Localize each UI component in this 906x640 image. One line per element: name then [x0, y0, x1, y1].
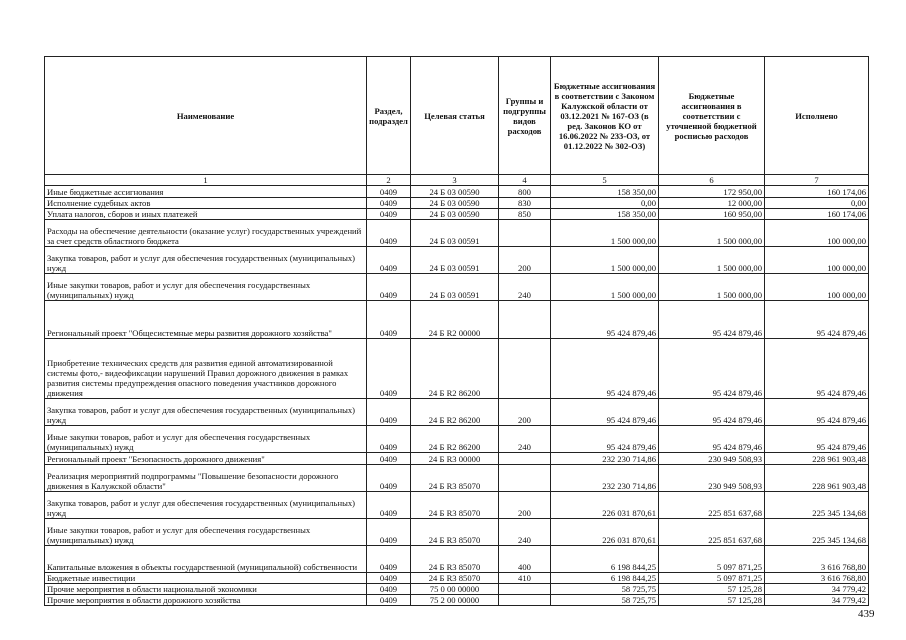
cell-section: 0409 [367, 465, 411, 492]
budget-table [44, 56, 869, 606]
cell-executed: 228 961 903,48 [765, 465, 869, 492]
cell-name: Бюджетные инвестиции [45, 573, 367, 584]
header-groups: Группы и подгруппы видов расходов [499, 57, 551, 175]
cell-section: 0409 [367, 399, 411, 426]
cell-executed: 228 961 903,48 [765, 453, 869, 465]
table-row [45, 426, 869, 453]
table-row [45, 209, 869, 220]
column-number: 4 [499, 175, 551, 186]
cell-target: 24 Б 03 00590 [411, 209, 499, 220]
cell-executed: 3 616 768,80 [765, 546, 869, 573]
table-row [45, 492, 869, 519]
cell-target: 24 Б 03 00591 [411, 274, 499, 301]
cell-target: 24 Б 03 00590 [411, 198, 499, 209]
cell-executed: 95 424 879,46 [765, 426, 869, 453]
cell-law: 0,00 [551, 198, 659, 209]
cell-group [499, 595, 551, 606]
cell-group [499, 465, 551, 492]
cell-group: 200 [499, 247, 551, 274]
cell-section: 0409 [367, 573, 411, 584]
cell-group [499, 339, 551, 399]
table-row [45, 399, 869, 426]
table-row [45, 453, 869, 465]
column-number: 7 [765, 175, 869, 186]
cell-section: 0409 [367, 301, 411, 339]
cell-section: 0409 [367, 453, 411, 465]
cell-law: 6 198 844,25 [551, 573, 659, 584]
cell-section: 0409 [367, 546, 411, 573]
cell-refined: 1 500 000,00 [659, 247, 765, 274]
cell-law: 232 230 714,86 [551, 465, 659, 492]
header-target: Целевая статья [411, 57, 499, 175]
cell-name: Региональный проект "Безопасность дорожного движения" [45, 453, 367, 465]
cell-target: 24 Б R3 85070 [411, 573, 499, 584]
cell-refined: 225 851 637,68 [659, 492, 765, 519]
table-row [45, 301, 869, 339]
cell-executed: 225 345 134,68 [765, 519, 869, 546]
header-refined: Бюджетные ассигнования в соответствии с уточненной бюджетной росписью расходов [659, 57, 765, 175]
cell-refined: 230 949 508,93 [659, 465, 765, 492]
cell-target: 24 Б R2 86200 [411, 339, 499, 399]
cell-name: Исполнение судебных актов [45, 198, 367, 209]
cell-executed: 0,00 [765, 198, 869, 209]
cell-name: Иные закупки товаров, работ и услуг для обеспечения государственных (муниципальных) нужд [45, 519, 367, 546]
cell-executed: 160 174,06 [765, 186, 869, 198]
cell-group: 850 [499, 209, 551, 220]
cell-target: 24 Б R3 85070 [411, 465, 499, 492]
cell-name: Иные закупки товаров, работ и услуг для обеспечения государственных (муниципальных) нужд [45, 426, 367, 453]
column-number: 5 [551, 175, 659, 186]
page-number: 439 [858, 608, 875, 620]
cell-section: 0409 [367, 247, 411, 274]
cell-group: 400 [499, 546, 551, 573]
cell-section: 0409 [367, 492, 411, 519]
cell-executed: 3 616 768,80 [765, 573, 869, 584]
column-number-row [45, 175, 869, 186]
cell-refined: 160 950,00 [659, 209, 765, 220]
cell-refined: 225 851 637,68 [659, 519, 765, 546]
cell-executed: 160 174,06 [765, 209, 869, 220]
cell-group: 240 [499, 274, 551, 301]
cell-group [499, 453, 551, 465]
cell-law: 58 725,75 [551, 595, 659, 606]
cell-target: 24 Б 03 00591 [411, 247, 499, 274]
cell-target: 75 2 00 00000 [411, 595, 499, 606]
cell-group: 240 [499, 426, 551, 453]
cell-law: 232 230 714,86 [551, 453, 659, 465]
cell-law: 1 500 000,00 [551, 220, 659, 247]
cell-name: Капитальные вложения в объекты государственной (муниципальной) собственности [45, 546, 367, 573]
cell-section: 0409 [367, 595, 411, 606]
cell-group: 200 [499, 492, 551, 519]
column-number: 1 [45, 175, 367, 186]
cell-section: 0409 [367, 426, 411, 453]
cell-target: 75 0 00 00000 [411, 584, 499, 595]
cell-refined: 1 500 000,00 [659, 274, 765, 301]
cell-executed: 95 424 879,46 [765, 339, 869, 399]
table-row [45, 546, 869, 573]
cell-target: 24 Б R2 86200 [411, 399, 499, 426]
cell-law: 1 500 000,00 [551, 247, 659, 274]
cell-law: 95 424 879,46 [551, 426, 659, 453]
cell-refined: 57 125,28 [659, 584, 765, 595]
table-row [45, 220, 869, 247]
cell-target: 24 Б R2 00000 [411, 301, 499, 339]
cell-refined: 95 424 879,46 [659, 301, 765, 339]
cell-section: 0409 [367, 339, 411, 399]
cell-law: 226 031 870,61 [551, 492, 659, 519]
cell-name: Иные бюджетные ассигнования [45, 186, 367, 198]
cell-law: 58 725,75 [551, 584, 659, 595]
cell-law: 6 198 844,25 [551, 546, 659, 573]
cell-target: 24 Б 03 00591 [411, 220, 499, 247]
table-row [45, 247, 869, 274]
cell-law: 95 424 879,46 [551, 339, 659, 399]
cell-section: 0409 [367, 209, 411, 220]
cell-section: 0409 [367, 519, 411, 546]
cell-executed: 100 000,00 [765, 274, 869, 301]
cell-executed: 34 779,42 [765, 584, 869, 595]
cell-executed: 100 000,00 [765, 220, 869, 247]
cell-law: 95 424 879,46 [551, 399, 659, 426]
cell-section: 0409 [367, 186, 411, 198]
cell-executed: 34 779,42 [765, 595, 869, 606]
cell-refined: 172 950,00 [659, 186, 765, 198]
cell-group [499, 301, 551, 339]
header-section: Раздел, подраздел [367, 57, 411, 175]
cell-section: 0409 [367, 198, 411, 209]
column-number: 3 [411, 175, 499, 186]
cell-group: 830 [499, 198, 551, 209]
header-row [45, 57, 869, 175]
cell-executed: 100 000,00 [765, 247, 869, 274]
cell-refined: 1 500 000,00 [659, 220, 765, 247]
column-number: 6 [659, 175, 765, 186]
cell-executed: 225 345 134,68 [765, 492, 869, 519]
cell-law: 226 031 870,61 [551, 519, 659, 546]
table-row [45, 339, 869, 399]
table-row [45, 198, 869, 209]
cell-refined: 95 424 879,46 [659, 339, 765, 399]
cell-name: Иные закупки товаров, работ и услуг для обеспечения государственных (муниципальных) нужд [45, 274, 367, 301]
cell-section: 0409 [367, 274, 411, 301]
cell-law: 158 350,00 [551, 209, 659, 220]
cell-refined: 5 097 871,25 [659, 573, 765, 584]
table-row [45, 595, 869, 606]
cell-law: 95 424 879,46 [551, 301, 659, 339]
cell-refined: 5 097 871,25 [659, 546, 765, 573]
cell-target: 24 Б R3 00000 [411, 453, 499, 465]
cell-name: Прочие мероприятия в области дорожного хозяйства [45, 595, 367, 606]
table-row [45, 584, 869, 595]
cell-section: 0409 [367, 220, 411, 247]
table-row [45, 573, 869, 584]
cell-name: Закупка товаров, работ и услуг для обеспечения государственных (муниципальных) нужд [45, 399, 367, 426]
header-name: Наименование [45, 57, 367, 175]
cell-refined: 12 000,00 [659, 198, 765, 209]
cell-target: 24 Б 03 00590 [411, 186, 499, 198]
header-executed: Исполнено [765, 57, 869, 175]
table-row [45, 519, 869, 546]
cell-name: Региональный проект "Общесистемные меры развития дорожного хозяйства" [45, 301, 367, 339]
cell-name: Реализация мероприятий подпрограммы "Повышение безопасности дорожного движения в Калужской области" [45, 465, 367, 492]
table-row [45, 274, 869, 301]
cell-group: 410 [499, 573, 551, 584]
cell-group: 240 [499, 519, 551, 546]
cell-refined: 95 424 879,46 [659, 399, 765, 426]
cell-group [499, 584, 551, 595]
cell-name: Расходы на обеспечение деятельности (оказание услуг) государственных учреждений за счет средств областного бюджета [45, 220, 367, 247]
cell-executed: 95 424 879,46 [765, 399, 869, 426]
cell-target: 24 Б R3 85070 [411, 546, 499, 573]
cell-group: 200 [499, 399, 551, 426]
cell-name: Прочие мероприятия в области национальной экономики [45, 584, 367, 595]
cell-law: 158 350,00 [551, 186, 659, 198]
cell-target: 24 Б R3 85070 [411, 519, 499, 546]
cell-refined: 57 125,28 [659, 595, 765, 606]
cell-group [499, 220, 551, 247]
cell-refined: 230 949 508,93 [659, 453, 765, 465]
cell-target: 24 Б R3 85070 [411, 492, 499, 519]
cell-target: 24 Б R2 86200 [411, 426, 499, 453]
table-row [45, 465, 869, 492]
cell-section: 0409 [367, 584, 411, 595]
cell-group: 800 [499, 186, 551, 198]
cell-refined: 95 424 879,46 [659, 426, 765, 453]
cell-name: Уплата налогов, сборов и иных платежей [45, 209, 367, 220]
cell-name: Приобретение технических средств для развития единой автоматизированной системы фото,- видеофиксации нарушений Правил дорожного движения в рамках развития системы предупреждения опасного поведения участников дорожного движения [45, 339, 367, 399]
cell-name: Закупка товаров, работ и услуг для обеспечения государственных (муниципальных) нужд [45, 247, 367, 274]
cell-name: Закупка товаров, работ и услуг для обеспечения государственных (муниципальных) нужд [45, 492, 367, 519]
column-number: 2 [367, 175, 411, 186]
cell-executed: 95 424 879,46 [765, 301, 869, 339]
cell-law: 1 500 000,00 [551, 274, 659, 301]
table-row [45, 186, 869, 198]
header-law: Бюджетные ассигнования в соответствии с Законом Калужской области от 03.12.2021 № 167-ОЗ (в ред. Законов КО от 16.06.2022 № 233-ОЗ, от 01.12.2022 № 302-ОЗ) [551, 57, 659, 175]
table-body [45, 186, 869, 606]
